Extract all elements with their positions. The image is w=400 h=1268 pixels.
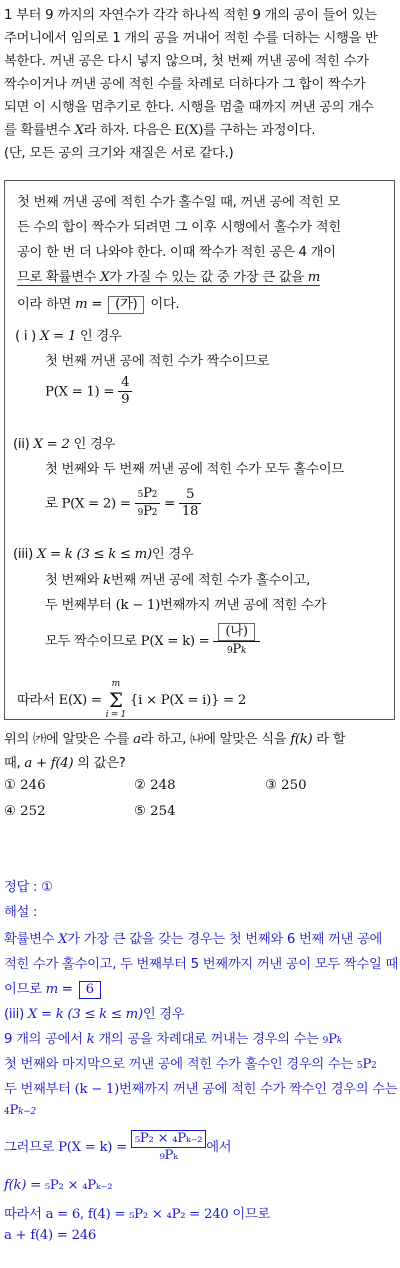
denominator xyxy=(135,504,161,521)
option-mark: ⑤ xyxy=(134,804,146,819)
var-m: m xyxy=(45,982,58,997)
text: 따라서 xyxy=(17,693,59,708)
denominator: ₉Pₖ xyxy=(159,1148,178,1163)
text: 9 개의 공에서 xyxy=(4,1032,87,1047)
sol-line-3 xyxy=(4,978,103,999)
blank-ga: (가) xyxy=(108,296,144,314)
case-3-text-2 xyxy=(45,594,326,613)
option-mark: ② xyxy=(134,778,146,793)
text: 때, xyxy=(4,756,25,771)
ex-lhs: E(X) = xyxy=(58,693,106,708)
case-label: (iii) xyxy=(13,547,33,562)
case-condition: X = 1 xyxy=(39,329,76,344)
sum-symbol xyxy=(106,679,126,721)
sol-line-10 xyxy=(4,1178,112,1193)
numerator: 4 xyxy=(118,375,132,392)
prob-lhs: P(X = k) = xyxy=(140,634,214,649)
sol-line-4 xyxy=(4,1003,184,1022)
expectation-ex: E(X) xyxy=(174,123,204,138)
sub: 2 xyxy=(370,1061,377,1071)
text: 위의 xyxy=(4,732,34,747)
sub: 9 xyxy=(226,646,233,656)
explanation-label: 해설 : xyxy=(4,905,38,920)
derivation-box xyxy=(4,180,395,720)
sol-line-8 xyxy=(4,1103,36,1118)
text: 첫 번째와 xyxy=(45,573,104,588)
k-minus-1: (k − 1) xyxy=(115,598,160,613)
fk: f(k) xyxy=(4,1178,27,1193)
case-condition: X = k (3 ≤ k ≤ m) xyxy=(27,1007,143,1022)
problem-line-2: 주머니에서 임의로 1 개의 공을 꺼내어 적힌 수를 더하는 시행을 반 xyxy=(4,31,378,46)
text: 를 구하는 과정이다. xyxy=(203,123,316,138)
problem-line-5: 되면 이 시행을 멈추기로 한다. 시행을 멈출 때까지 꺼낸 공의 개수 xyxy=(4,100,374,115)
case-2-head xyxy=(13,433,115,452)
sol-line-2: 적힌 수가 홀수이고, 두 번째부터 5 번째까지 꺼낸 공이 모두 짝수일 때 xyxy=(4,957,398,972)
sub: 9 xyxy=(137,508,144,518)
text: 따라서 xyxy=(4,1207,46,1222)
final-expectation xyxy=(17,679,246,721)
problem-line-4: 짝수이거나 꺼낸 공에 적힌 수를 차례로 더하다가 그 합이 짝수가 xyxy=(4,77,366,92)
option-value: 250 xyxy=(281,778,307,793)
text: 두 번째부터 xyxy=(4,1082,75,1097)
text: 이므로 xyxy=(4,982,46,997)
text: 인 경우 xyxy=(76,329,122,344)
text: 개의 공을 차례대로 꺼내는 경우의 수는 xyxy=(94,1032,323,1047)
sub: k xyxy=(336,1036,342,1046)
case-label: (ii) xyxy=(13,437,30,452)
text: 라 할 xyxy=(312,732,346,747)
text: 라 하자. 다음은 xyxy=(83,123,175,138)
numerator: 5 xyxy=(179,487,201,504)
fraction xyxy=(213,623,259,659)
option-2[interactable] xyxy=(134,778,176,793)
box-line-1: 첫 번째 꺼낸 공에 적힌 수가 홀수일 때, 꺼낸 공에 적힌 모 xyxy=(17,195,341,210)
option-mark: ④ xyxy=(4,804,16,819)
case-2-formula xyxy=(45,486,201,521)
box-line-4 xyxy=(17,266,320,286)
option-value: 252 xyxy=(20,804,46,819)
answer-line xyxy=(4,876,53,895)
sol-line-5 xyxy=(4,1028,342,1047)
text: 모두 짝수이므로 xyxy=(45,634,141,649)
text: 그러므로 xyxy=(4,1140,59,1155)
text: 에 알맞은 수를 xyxy=(46,732,134,747)
sub: 5 xyxy=(356,1061,363,1071)
fk: f(k) xyxy=(290,732,313,747)
case-3-text-1 xyxy=(45,569,310,588)
text: 이라 하면 xyxy=(17,297,76,312)
text: (iii) xyxy=(4,1007,28,1022)
text: 가 가장 큰 값을 갖는 경우는 첫 번째와 6 번째 꺼낸 공에 xyxy=(67,932,383,947)
sol-line-9 xyxy=(4,1130,231,1164)
sub: k xyxy=(241,646,247,656)
box-line-5 xyxy=(17,293,179,314)
text: 므로 확률변수 xyxy=(17,270,101,285)
text: 첫 번째와 마지막으로 꺼낸 공에 적힌 수가 홀수인 경우의 수는 xyxy=(4,1057,357,1072)
option-value: 254 xyxy=(150,804,176,819)
text: 로 xyxy=(45,496,62,512)
var-m: m xyxy=(307,270,321,285)
sub: 4 xyxy=(4,1107,10,1117)
prob-lhs: P(X = 2) = xyxy=(61,496,135,512)
calculation: a = 6, f(4) = ₅P₂ × ₄P₂ = 240 xyxy=(45,1207,229,1222)
text: 번째 꺼낸 공에 적힌 수가 홀수이고, xyxy=(110,573,310,588)
equals: = xyxy=(87,297,107,312)
sol-line-11 xyxy=(4,1203,270,1222)
perm: P xyxy=(232,642,242,657)
text: 가 가질 수 있는 값 중 가장 큰 값을 xyxy=(109,270,308,285)
answer-value: ① xyxy=(41,880,53,895)
text: 인 경우 xyxy=(142,1007,185,1022)
numerator: ₅P₂ × ₄Pₖ₋₂ xyxy=(131,1130,206,1148)
fraction xyxy=(131,1130,206,1164)
var-m: m xyxy=(75,297,88,312)
text: 이다. xyxy=(146,297,180,312)
text: 인 경우 xyxy=(151,547,194,562)
fraction xyxy=(135,486,161,521)
perm: P xyxy=(328,1032,337,1047)
question-line-2 xyxy=(4,752,126,771)
box-line-2: 든 수의 합이 짝수가 되려면 그 이후 시행에서 홀수가 적힌 xyxy=(17,220,341,235)
var-x: X xyxy=(74,123,84,138)
boxed-answer: 6 xyxy=(79,981,101,999)
text: 에서 xyxy=(206,1140,232,1155)
case-2-text: 첫 번째와 두 번째 꺼낸 공에 적힌 수가 모두 홀수이므 xyxy=(45,462,344,477)
denominator: 18 xyxy=(181,504,199,519)
fk-expression: = ₅P₂ × ₄Pₖ₋₂ xyxy=(26,1178,113,1193)
var-k: k xyxy=(103,573,111,588)
case-condition: X = 2 xyxy=(33,437,70,452)
problem-line-6 xyxy=(4,119,315,138)
text: 라 하고, xyxy=(140,732,191,747)
k-minus-1: (k − 1) xyxy=(74,1082,119,1097)
case-label: ( i ) xyxy=(15,329,37,344)
blank-na: (나) xyxy=(218,623,254,641)
option-4[interactable] xyxy=(4,804,46,819)
case-3-head xyxy=(13,543,193,562)
sub: 2 xyxy=(151,508,158,518)
fraction xyxy=(118,375,132,408)
text: 인 경우 xyxy=(69,437,116,452)
perm: P xyxy=(362,1057,371,1072)
sol-line-12: a + f(4) = 246 xyxy=(4,1228,97,1243)
equals: = xyxy=(57,982,77,997)
var-k: k xyxy=(86,1032,95,1047)
option-mark: ① xyxy=(4,778,16,793)
sub: 5 xyxy=(137,490,144,500)
perm: P xyxy=(143,486,152,501)
case-3-formula xyxy=(45,623,260,659)
equals: = xyxy=(160,496,179,512)
option-mark: ③ xyxy=(265,778,277,793)
text: 이므로 xyxy=(228,1207,270,1222)
case-condition: X = k (3 ≤ k ≤ m) xyxy=(36,547,152,562)
text: 를 확률변수 xyxy=(4,123,75,138)
option-5[interactable] xyxy=(134,804,176,819)
option-value: 246 xyxy=(20,778,46,793)
answer-label: 정답 : xyxy=(4,880,42,895)
text: 번째까지 꺼낸 공에 적힌 수가 xyxy=(159,598,327,613)
text: 확률변수 xyxy=(4,932,59,947)
option-3[interactable] xyxy=(265,778,307,793)
option-1[interactable] xyxy=(4,778,46,793)
var-x: X xyxy=(58,932,68,947)
text: 두 번째부터 xyxy=(45,598,116,613)
label-ga: ㈎ xyxy=(33,732,47,747)
perm: P xyxy=(143,504,152,519)
numerator xyxy=(213,623,259,642)
box-line-3: 공이 한 번 더 나와야 한다. 이때 짝수가 적힌 공은 4 개이 xyxy=(17,245,336,260)
fraction xyxy=(179,487,201,520)
denominator: 9 xyxy=(121,392,130,407)
prob-lhs: P(X = 1) = xyxy=(45,384,119,400)
sol-line-6 xyxy=(4,1053,376,1072)
sol-line-1 xyxy=(4,928,382,947)
sub: k−2 xyxy=(18,1107,36,1117)
label-na: ㈏ xyxy=(190,732,204,747)
text: 번째까지 꺼낸 공에 적힌 수가 짝수인 경우의 수는 xyxy=(118,1082,398,1097)
prob-lhs: P(X = k) = xyxy=(58,1140,131,1155)
case-1-head xyxy=(15,325,122,344)
sol-line-7 xyxy=(4,1078,397,1097)
text: 의 값은? xyxy=(73,756,126,771)
numerator xyxy=(135,486,161,504)
expression: a + f(4) xyxy=(24,756,74,771)
perm: P xyxy=(9,1103,19,1118)
var-x: X xyxy=(100,270,110,285)
problem-line-3: 복한다. 꺼낸 공은 다시 넣지 않으며, 첫 번째 꺼낸 공에 적힌 수가 xyxy=(4,54,369,69)
denominator xyxy=(213,642,259,659)
sum-body: {i × P(X = i)} = 2 xyxy=(129,693,246,708)
var-a: a xyxy=(133,732,141,747)
text: 에 알맞은 식을 xyxy=(203,732,291,747)
sub: 2 xyxy=(151,490,158,500)
sub: 9 xyxy=(322,1036,329,1046)
sum-upper: m xyxy=(111,679,120,689)
option-value: 248 xyxy=(150,778,176,793)
sigma: Σ xyxy=(108,688,123,712)
sum-lower: i = 1 xyxy=(105,710,126,720)
problem-line-7: (단, 모든 공의 크기와 재질은 서로 같다.) xyxy=(4,146,234,161)
case-1-formula xyxy=(45,375,132,408)
problem-line-1: 1 부터 9 까지의 자연수가 각각 하나씩 적힌 9 개의 공이 들어 있는 xyxy=(4,8,377,23)
question-line-1 xyxy=(4,728,345,747)
case-1-text: 첫 번째 꺼낸 공에 적힌 수가 짝수이므로 xyxy=(45,354,270,369)
